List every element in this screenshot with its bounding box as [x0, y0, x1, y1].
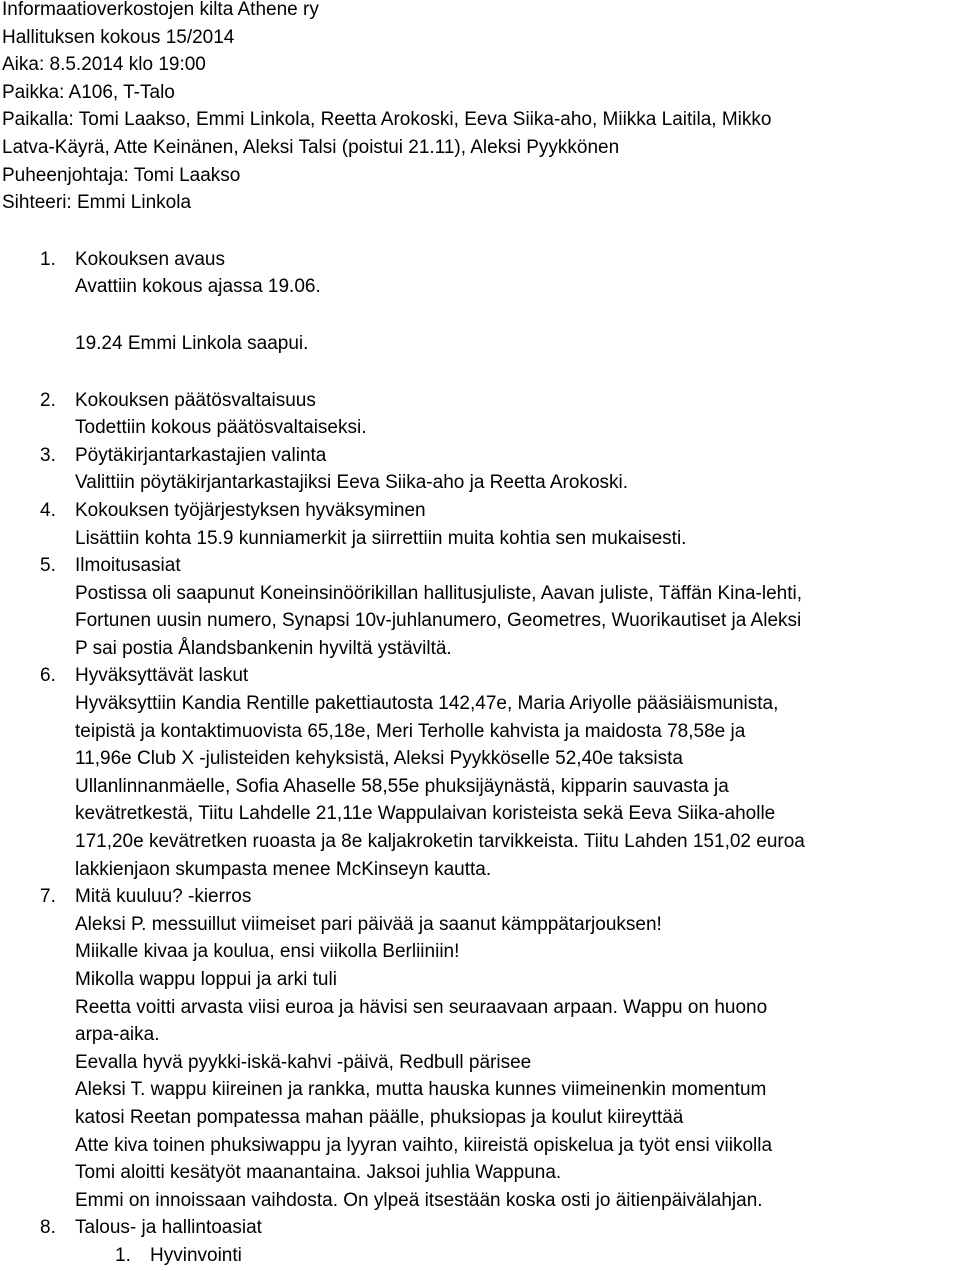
item-title: Kokouksen työjärjestyksen hyväksyminen [75, 499, 426, 521]
spacer [2, 358, 954, 387]
item-body-line: Eevalla hyvä pyykki-iskä-kahvi -päivä, Redbull pärisee [75, 1051, 532, 1073]
item-body-line: Miikalle kivaa ja koulua, ensi viikolla Berliiniin! [75, 941, 460, 963]
agenda-item-4 [2, 497, 954, 552]
item-title: Hyväksyttävät laskut [75, 665, 249, 687]
item-body-line: Lisättiin kohta 15.9 kunniamerkit ja siirrettiin muita kohtia sen mukaisesti. [75, 527, 687, 549]
item-body-line: kevätretkestä, Tiitu Lahdelle 21,11e Wappulaivan koristeista sekä Eeva Siika-aholle [75, 803, 776, 825]
item-body-line: arpa-aika. [75, 1024, 160, 1046]
item-body-line: 11,96e Club X -julisteiden kehyksistä, Aleksi Pyykköselle 52,40e taksista [75, 748, 683, 770]
item-title: Pöytäkirjantarkastajien valinta [75, 444, 327, 466]
guild-name: Informaatioverkostojen kilta Athene ry [2, 0, 319, 20]
agenda-item-7 [2, 883, 954, 1214]
agenda-subitem-8-1 [2, 1242, 954, 1270]
item-number: 2. [40, 389, 56, 411]
item-body-line: teipistä ja kontaktimuovista 65,18e, Meri Terholle kahvista ja maidosta 78,58e ja [75, 720, 746, 742]
item-body-line: Todettiin kokous päätösvaltaiseksi. [75, 417, 367, 439]
item-title: Kokouksen avaus [75, 248, 225, 270]
attendees-line-1: Paikalla: Tomi Laakso, Emmi Linkola, Reetta Arokoski, Eeva Siika-aho, Miikka Laitila, Mikko [2, 109, 772, 131]
agenda-item-5 [2, 552, 954, 662]
meeting-title: Hallituksen kokous 15/2014 [2, 26, 235, 48]
agenda-item-8 [2, 1214, 954, 1242]
item-body-line: Aleksi T. wappu kiireinen ja rankka, mutta hauska kunnes viimeinenkin momentum [75, 1079, 767, 1101]
item-number: 3. [40, 444, 56, 466]
document-header [2, 0, 954, 217]
item-title: Mitä kuuluu? -kierros [75, 886, 252, 908]
arrival-note [2, 330, 954, 358]
item-number: 1. [40, 248, 56, 270]
item-number: 4. [40, 499, 56, 521]
item-body-line: 19.24 Emmi Linkola saapui. [75, 332, 309, 354]
item-number: 6. [40, 665, 56, 687]
attendees-line-2: Latva-Käyrä, Atte Keinänen, Aleksi Talsi (poistui 21.11), Aleksi Pyykkönen [2, 136, 620, 158]
item-body-line: 171,20e kevätretken ruoasta ja 8e kaljakroketin tarvikkeista. Tiitu Lahden 151,02 euroa [75, 831, 805, 853]
item-number: 5. [40, 555, 56, 577]
subitem-title: Hyvinvointi [150, 1244, 242, 1266]
item-body-line: Ullanlinnanmäelle, Sofia Ahaselle 58,55e phuksijäynästä, kipparin sauvasta ja [75, 775, 729, 797]
item-body-line: P sai postia Ålandsbankenin hyviltä ystäviltä. [75, 637, 452, 659]
meeting-minutes-document [2, 0, 954, 1270]
item-body-line: Hyväksyttiin Kandia Rentille pakettiautosta 142,47e, Maria Ariyolle pääsiäismunista, [75, 693, 779, 715]
item-number: 7. [40, 886, 56, 908]
agenda-item-1 [2, 246, 954, 301]
spacer [2, 301, 954, 330]
agenda-item-3 [2, 442, 954, 497]
item-body-line: katosi Reetan pompatessa mahan päälle, phuksiopas ja koulut kiireyttää [75, 1106, 684, 1128]
item-body-line: Postissa oli saapunut Koneinsinöörikillan hallitusjuliste, Aavan juliste, Täffän Kina-lehti, [75, 582, 803, 604]
item-body-line: lakkienjaon skumpasta menee McKinseyn kautta. [75, 858, 492, 880]
spacer [2, 217, 954, 246]
item-body-line: Avattiin kokous ajassa 19.06. [75, 276, 321, 298]
item-body-line: Emmi on innoissaan vaihdosta. On ylpeä itsestään koska osti jo äitienpäivälahjan. [75, 1189, 763, 1211]
secretary: Sihteeri: Emmi Linkola [2, 192, 192, 214]
agenda-item-2 [2, 387, 954, 442]
item-number: 8. [40, 1217, 56, 1239]
item-body-line: Valittiin pöytäkirjantarkastajiksi Eeva Siika-aho ja Reetta Arokoski. [75, 472, 629, 494]
item-body-line: Atte kiva toinen phuksiwappu ja lyyran vaihto, kiireistä opiskelua ja työt ensi viikolla [75, 1134, 773, 1156]
item-title: Kokouksen päätösvaltaisuus [75, 389, 316, 411]
item-body-line: Aleksi P. messuillut viimeiset pari päivää ja saanut kämppätarjouksen! [75, 913, 662, 935]
agenda-item-6 [2, 662, 954, 883]
meeting-place: Paikka: A106, T-Talo [2, 81, 175, 103]
item-title: Talous- ja hallintoasiat [75, 1217, 262, 1239]
item-body-line: Tomi aloitti kesätyöt maanantaina. Jaksoi juhlia Wappuna. [75, 1162, 562, 1184]
chairperson: Puheenjohtaja: Tomi Laakso [2, 164, 241, 186]
item-body-line: Fortunen uusin numero, Synapsi 10v-juhlanumero, Geometres, Wuorikautiset ja Aleksi [75, 610, 802, 632]
item-body-line: Mikolla wappu loppui ja arki tuli [75, 969, 337, 990]
subitem-number: 1. [115, 1244, 131, 1266]
meeting-time: Aika: 8.5.2014 klo 19:00 [2, 54, 206, 76]
item-title: Ilmoitusasiat [75, 555, 181, 577]
item-body-line: Reetta voitti arvasta viisi euroa ja hävisi sen seuraavaan arpaan. Wappu on huono [75, 996, 768, 1018]
